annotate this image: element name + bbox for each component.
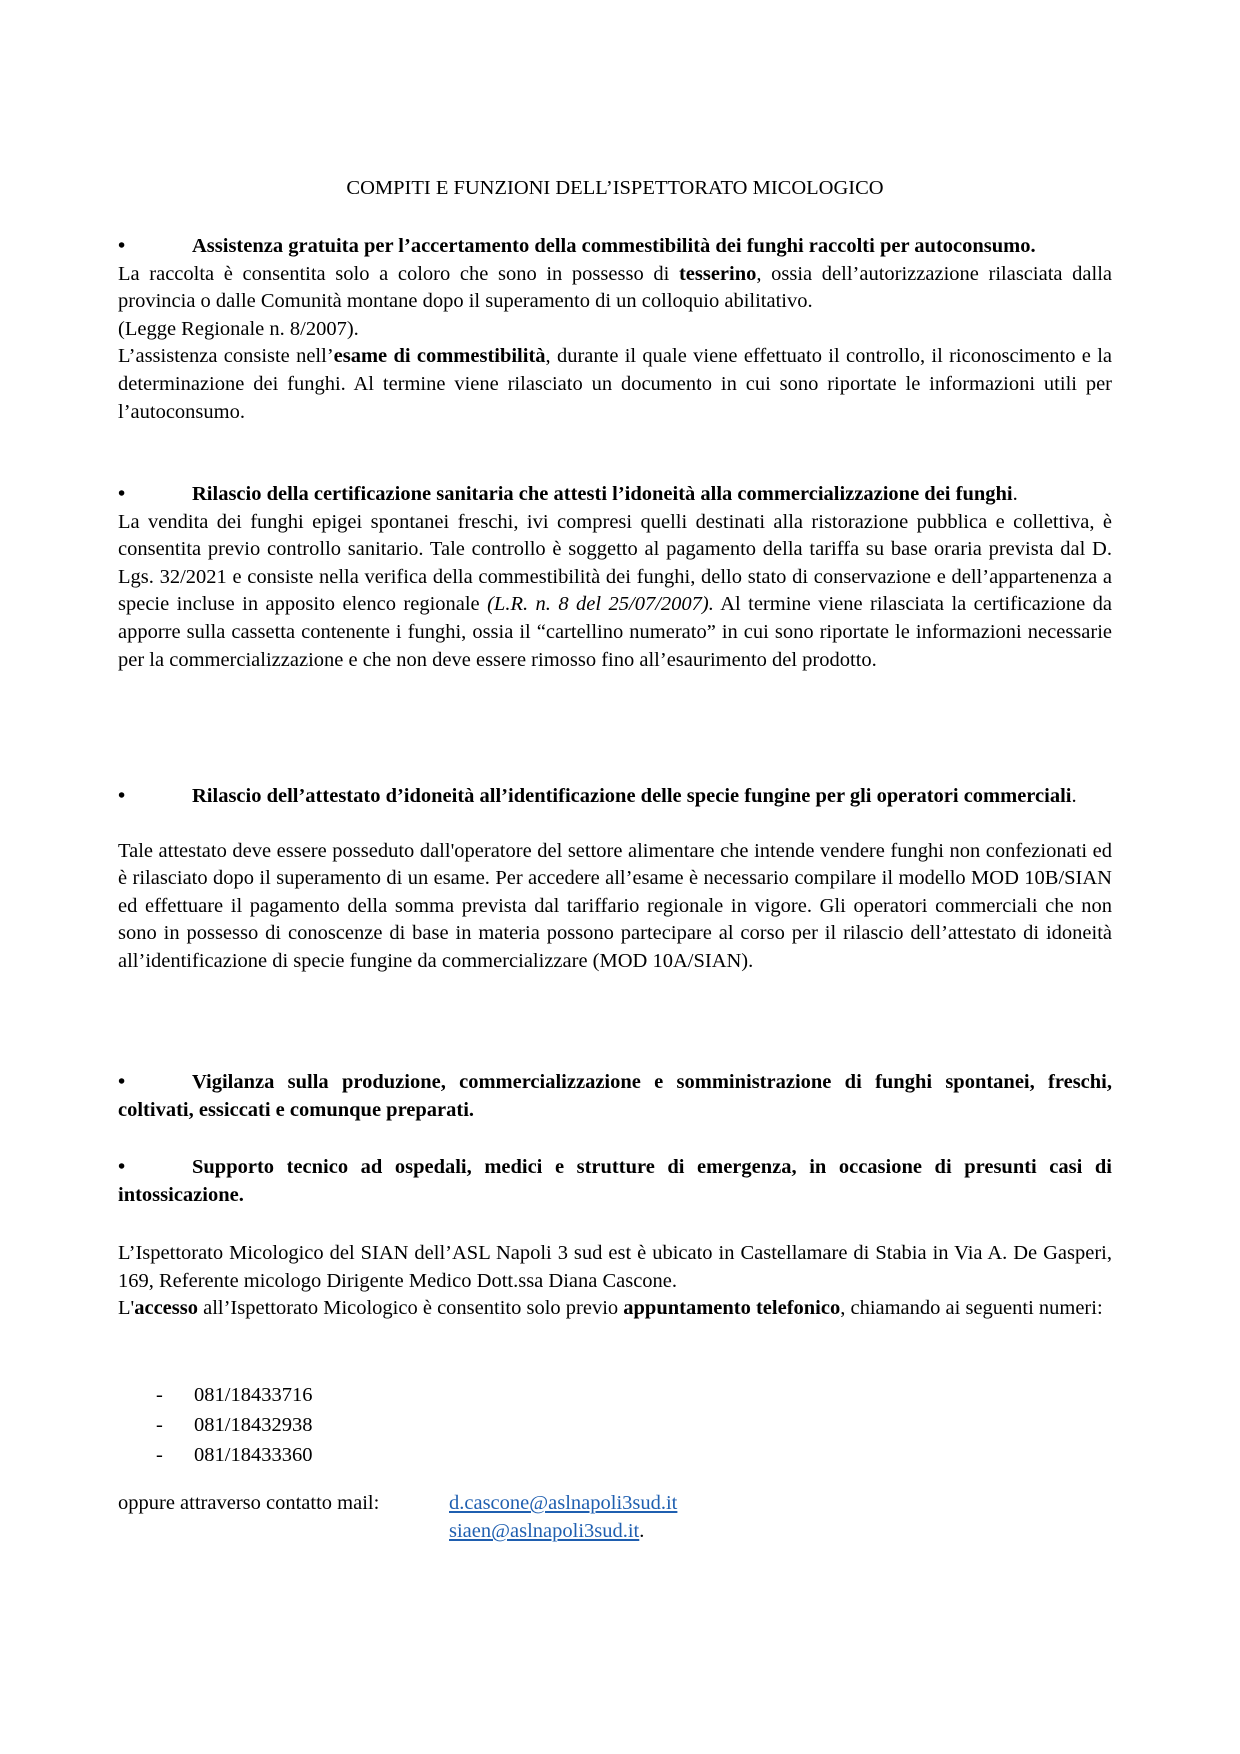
paragraph: L’Ispettorato Micologico del SIAN dell’ASL Napoli 3 sud est è ubicato in Castellamare di Stabia in Via A. De Gasperi, 169, Referente micologo Dirigente Medico Dott.ssa Diana Cascone. — [118, 1242, 1112, 1292]
paragraph: Tale attestato deve essere posseduto dall'operatore del settore alimentare che intende vendere funghi non confezionati ed è rilasciato dopo il superamento di un esame. Per accedere all’esame è necessario compilare il modello MOD 10B/SIAN ed effettuare il pagamento della somma prevista dal tariffario regionale in vigore. Gli operatori commerciali che non sono in possesso di conoscenze di base in materia possono partecipare al corso per il rilascio dell’attestato di idoneità all’identificazione di specie fungine da commercializzare (MOD 10A/SIAN). — [118, 839, 1112, 972]
mail-label: oppure attraverso contatto mail: — [118, 1492, 380, 1514]
phone-item: - 081/18433716 — [156, 1380, 312, 1410]
section-heading: • Rilascio dell’attestato d’idoneità all’identificazione delle specie fungine per gli operatori commerciali. — [118, 783, 1112, 811]
bullet-icon: • — [118, 1071, 126, 1093]
section-certificazione — [118, 481, 1112, 674]
phone-list — [156, 1380, 312, 1470]
section-attestato — [118, 783, 1112, 976]
section-vigilanza — [118, 1069, 1112, 1124]
phone-number: 081/18432938 — [194, 1414, 313, 1436]
section-heading: • Assistenza gratuita per l’accertamento della commestibilità dei funghi raccolti per autoconsumo. — [118, 233, 1112, 261]
section-assistenza — [118, 233, 1112, 426]
section-supporto — [118, 1154, 1112, 1209]
paragraph: L'accesso all’Ispettorato Micologico è consentito solo previo appuntamento telefonico, chiamando ai seguenti numeri: — [118, 1297, 1103, 1320]
page-title: COMPITI E FUNZIONI DELL’ISPETTORATO MICOLOGICO — [346, 177, 884, 199]
bullet-icon: • — [118, 785, 126, 807]
bullet-icon: • — [118, 235, 126, 257]
paragraph: L’assistenza consiste nell’esame di commestibilità, durante il quale viene effettuato il controllo, il riconoscimento e la determinazione dei funghi. Al termine viene rilasciato un documento in cui sono riportate le informazioni utili per l’autoconsumo. — [118, 345, 1112, 423]
email-link-cascone[interactable]: d.cascone@aslnapoli3sud.it — [449, 1492, 678, 1514]
phone-number: 081/18433716 — [194, 1384, 313, 1406]
bullet-icon: • — [118, 483, 126, 505]
bullet-icon: • — [118, 1156, 126, 1178]
paragraph: La raccolta è consentita solo a coloro che sono in possesso di tesserino, ossia dell’autorizzazione rilasciata dalla provincia o dalle Comunità montane dopo il superamento di un colloquio abilitativo. — [118, 262, 1112, 313]
email-contacts: oppure attraverso contatto mail: d.cascone@aslnapoli3sud.it siaen@aslnapoli3sud.it. — [118, 1489, 677, 1545]
phone-item: - 081/18432938 — [156, 1410, 312, 1440]
section-heading: • Supporto tecnico ad ospedali, medici e strutture di emergenza, in occasione di presunti casi di intossicazione. — [118, 1156, 1112, 1206]
email-link-siaen[interactable]: siaen@aslnapoli3sud.it — [449, 1520, 640, 1542]
phone-number: 081/18433360 — [194, 1444, 313, 1466]
section-heading: • Rilascio della certificazione sanitaria che attesti l’idoneità alla commercializzazione dei funghi. — [118, 481, 1112, 509]
contact-info — [118, 1240, 1112, 1323]
paragraph: La vendita dei funghi epigei spontanei freschi, ivi compresi quelli destinati alla ristorazione pubblica e collettiva, è consentita previo controllo sanitario. Tale controllo è soggetto al pagamento della tariffa su base oraria prevista dal D. Lgs. 32/2021 e consiste nella verifica della commestibilità dei funghi, dello stato di conservazione e dell’appartenenza a specie incluse in apposito elenco regionale (L.R. n. 8 del 25/07/2007). Al termine viene rilasciata la certificazione da apporre sulla cassetta contenente i funghi, ossia il “cartellino numerato” in cui sono riportate le informazioni necessarie per la commercializzazione e che non deve essere rimosso fino all’esaurimento del prodotto. — [118, 510, 1113, 671]
section-heading: • Vigilanza sulla produzione, commercializzazione e somministrazione di funghi spontanei, freschi, coltivati, essiccati e comunque preparati. — [118, 1071, 1112, 1121]
paragraph: (Legge Regionale n. 8/2007). — [118, 317, 359, 340]
phone-item: - 081/18433360 — [156, 1440, 312, 1470]
